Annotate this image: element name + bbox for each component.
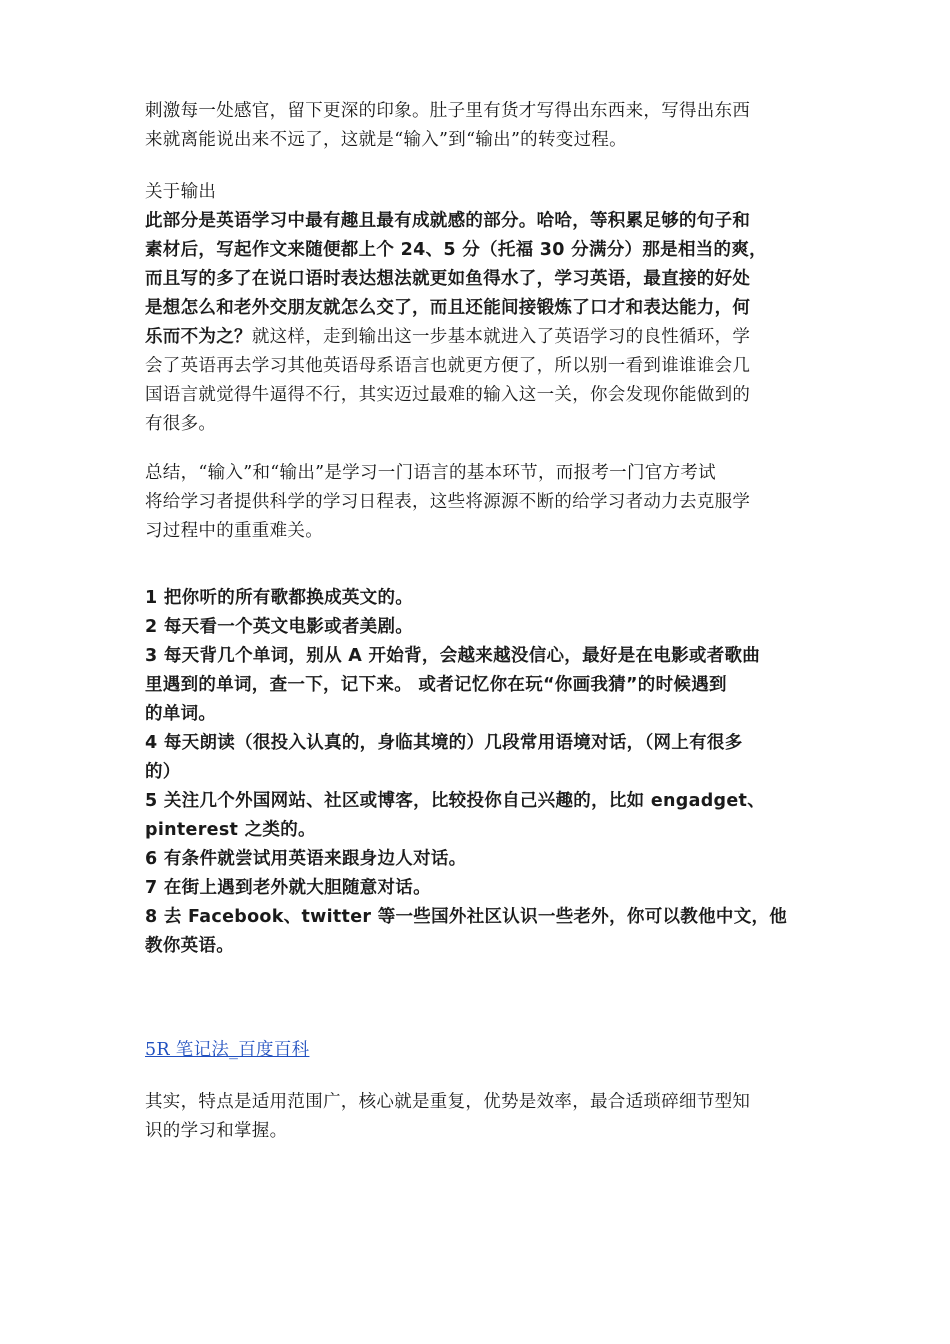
text-line: 习过程中的重重难关。 xyxy=(145,521,323,541)
bold-phrase: 乐而不为之？ xyxy=(145,327,252,347)
regular-phrase: 就这样，走到输出这一步基本就进入了英语学习的良性循环，学 xyxy=(251,327,751,347)
list-item: 的） xyxy=(145,762,181,782)
tips-list xyxy=(145,584,805,961)
text-line xyxy=(145,323,805,352)
text-line: 会了英语再去学习其他英语母系语言也就更方便了，所以别一看到谁谁谁会几 xyxy=(145,356,751,376)
list-item: 教你英语。 xyxy=(145,936,234,956)
bold-text-line: 而且写的多了在说口语时表达想法就更如鱼得水了，学习英语，最直接的好处 xyxy=(145,269,751,289)
list-item: pinterest 之类的。 xyxy=(145,820,316,840)
summary-paragraph xyxy=(145,459,805,546)
bold-text-line: 是想怎么和老外交朋友就怎么交了，而且还能间接锻炼了口才和表达能力，何 xyxy=(145,298,751,318)
list-item: 6 有条件就尝试用英语来跟身边人对话。 xyxy=(145,849,467,869)
link-paragraph xyxy=(145,1036,805,1065)
text-line: 将给学习者提供科学的学习日程表，这些将源源不断的给学习者动力去克服学 xyxy=(145,492,751,512)
text-line: 总结，“输入”和“输出”是学习一门语言的基本环节，而报考一门官方考试 xyxy=(145,463,716,483)
list-item: 8 去 Facebook、twitter 等一些国外社区认识一些老外，你可以教他中文，他 xyxy=(145,907,788,927)
bold-text-line: 此部分是英语学习中最有趣且最有成就感的部分。哈哈，等积累足够的句子和 xyxy=(145,211,751,231)
text-line: 国语言就觉得牛逼得不行，其实迈过最难的输入这一关，你会发现你能做到的 xyxy=(145,385,751,405)
output-paragraph xyxy=(145,207,805,439)
bold-text-line: 素材后，写起作文来随便都上个 24、5 分（托福 30 分满分）那是相当的爽， xyxy=(145,240,767,260)
list-item: 2 每天看一个英文电影或者美剧。 xyxy=(145,617,414,637)
list-item: 的单词。 xyxy=(145,704,217,724)
text-line: 其实，特点是适用范围广，核心就是重复，优势是效率，最合适琐碎细节型知 xyxy=(145,1092,751,1112)
output-heading: 关于输出 xyxy=(145,182,217,202)
closing-paragraph xyxy=(145,1088,805,1146)
list-item: 3 每天背几个单词，别从 A 开始背，会越来越没信心，最好是在电影或者歌曲 xyxy=(145,646,761,666)
text-line: 来就离能说出来不远了，这就是“输入”到“输出”的转变过程。 xyxy=(145,130,627,150)
baike-link[interactable]: 5R 笔记法_百度百科 xyxy=(145,1040,310,1060)
intro-paragraph xyxy=(145,97,805,155)
list-item: 1 把你听的所有歌都换成英文的。 xyxy=(145,588,414,608)
list-item: 5 关注几个外国网站、社区或博客，比较投你自己兴趣的，比如 engadget、 xyxy=(145,791,766,811)
list-item: 4 每天朗读（很投入认真的，身临其境的）几段常用语境对话，（网上有很多 xyxy=(145,733,743,753)
text-line: 识的学习和掌握。 xyxy=(145,1121,288,1141)
text-line: 刺激每一处感官，留下更深的印象。肚子里有货才写得出东西来，写得出东西 xyxy=(145,101,751,121)
list-item: 里遇到的单词，查一下，记下来。 或者记忆你在玩“你画我猜”的时候遇到 xyxy=(145,675,727,695)
text-line: 有很多。 xyxy=(145,414,217,434)
list-item: 7 在街上遇到老外就大胆随意对话。 xyxy=(145,878,431,898)
